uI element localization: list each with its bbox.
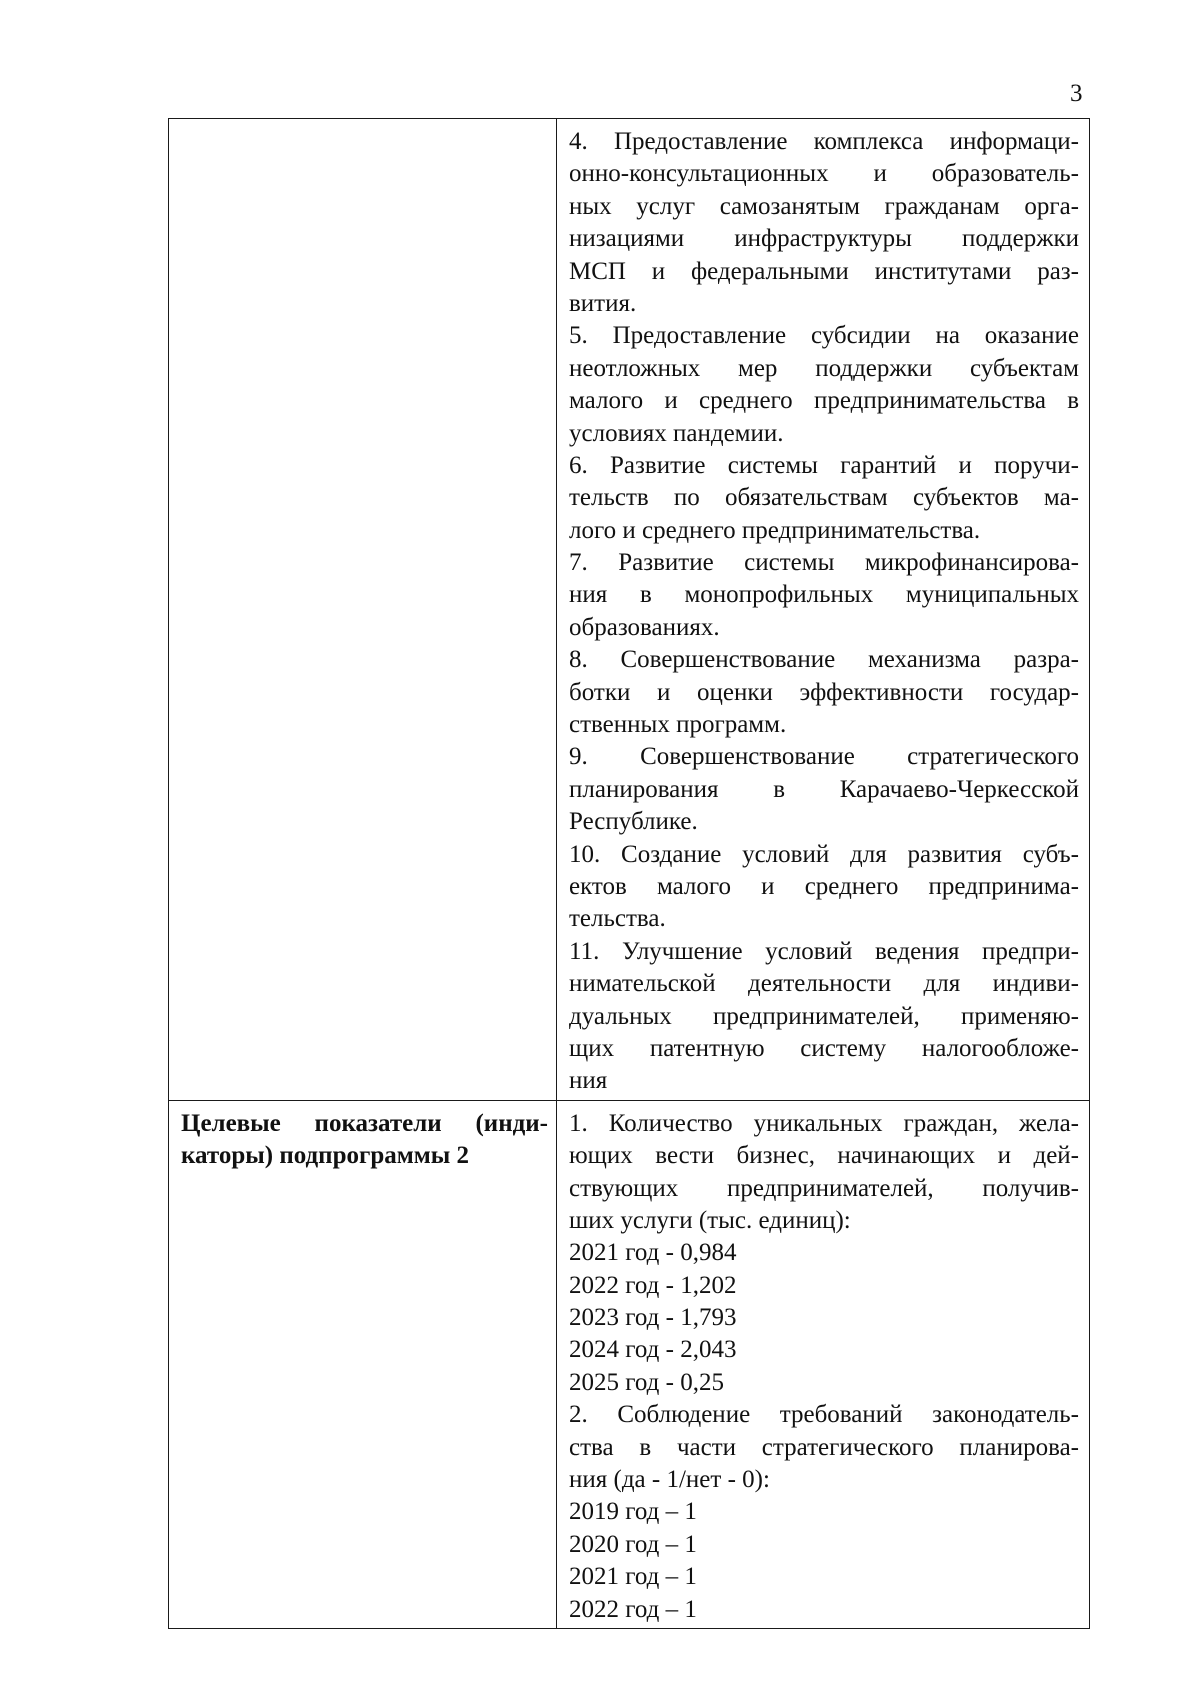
- passport-table: [168, 118, 1090, 1629]
- content-line: 2. Соблюдение требований законодатель-: [569, 1401, 1079, 1429]
- content-line: 2021 год – 1: [569, 1563, 697, 1591]
- content-line: ния (да - 1/нет - 0):: [569, 1466, 770, 1494]
- content-line: 2024 год - 2,043: [569, 1336, 737, 1364]
- content-line: 2019 год – 1: [569, 1498, 697, 1526]
- table-row: [169, 119, 1090, 1101]
- row-label-cell: [169, 1100, 557, 1628]
- row-content: [557, 1101, 1089, 1628]
- content-line: тельства.: [569, 905, 666, 933]
- row-content-cell: [557, 119, 1090, 1101]
- content-line: ботки и оценки эффективности государ-: [569, 678, 1079, 706]
- content-line: МСП и федеральными институтами раз-: [569, 257, 1079, 285]
- content-line: дуальных предпринимателей, применяю-: [569, 1002, 1079, 1030]
- content-line: ектов малого и среднего предпринима-: [569, 872, 1079, 900]
- content-line: 7. Развитие системы микрофинансирова-: [569, 549, 1079, 577]
- content-line: 2022 год - 1,202: [569, 1271, 737, 1299]
- page-number: 3: [1070, 80, 1083, 107]
- content-line: малого и среднего предпринимательства в: [569, 387, 1079, 415]
- content-line: ния: [569, 1067, 608, 1095]
- content-line: образованиях.: [569, 613, 720, 641]
- content-line: условиях пандемии.: [569, 419, 784, 447]
- content-line: 1. Количество уникальных граждан, жела-: [569, 1109, 1079, 1137]
- content-line: тельств по обязательствам субъектов ма-: [569, 484, 1079, 512]
- content-line: ющих вести бизнес, начинающих и дей-: [569, 1142, 1079, 1170]
- content-line: 4. Предоставление комплекса информаци-: [569, 128, 1079, 155]
- table-row: [169, 1100, 1090, 1628]
- content-line: 5. Предоставление субсидии на оказание: [569, 322, 1079, 350]
- content-line: Республике.: [569, 808, 698, 836]
- row-label: [169, 1101, 556, 1173]
- content-line: онно-консультационных и образователь-: [569, 160, 1079, 188]
- row-content-cell: [557, 1100, 1090, 1628]
- content-line: ства в части стратегического планирова-: [569, 1433, 1079, 1461]
- content-line: 9. Совершенствование стратегического: [569, 743, 1079, 771]
- content-line: ных услуг самозанятым гражданам орга-: [569, 192, 1079, 220]
- content-line: ствующих предпринимателей, получив-: [569, 1174, 1079, 1202]
- content-line: 10. Создание условий для развития субъ-: [569, 840, 1079, 868]
- row-label-cell: [169, 119, 557, 1101]
- content-line: вития.: [569, 289, 637, 317]
- row-label: [169, 119, 556, 126]
- content-line: 6. Развитие системы гарантий и поручи-: [569, 451, 1079, 479]
- content-line: нимательской деятельности для индиви-: [569, 970, 1079, 998]
- content-line: низациями инфраструктуры поддержки: [569, 225, 1079, 253]
- content-line: неотложных мер поддержки субъектам: [569, 354, 1079, 382]
- content-line: 2020 год – 1: [569, 1530, 697, 1558]
- row-content: [557, 119, 1089, 1100]
- label-line: Целевые показатели (инди-: [181, 1109, 548, 1137]
- content-line: планирования в Карачаево-Черкесской: [569, 775, 1079, 803]
- content-line: 11. Улучшение условий ведения предпри-: [569, 937, 1079, 965]
- content-line: 2021 год - 0,984: [569, 1239, 737, 1267]
- content-line: 8. Совершенствование механизма разра-: [569, 646, 1079, 674]
- content-line: 2022 год – 1: [569, 1595, 697, 1623]
- content-line: 2025 год - 0,25: [569, 1368, 724, 1396]
- content-line: ственных программ.: [569, 711, 787, 739]
- content-line: лого и среднего предпринимательства.: [569, 516, 981, 544]
- label-line: каторы) подпрограммы 2: [181, 1142, 470, 1170]
- content-line: щих патентную систему налогообложе-: [569, 1034, 1079, 1062]
- content-line: ния в монопрофильных муниципальных: [569, 581, 1079, 609]
- content-line: 2023 год - 1,793: [569, 1304, 737, 1332]
- content-line: ших услуги (тыс. единиц):: [569, 1206, 851, 1234]
